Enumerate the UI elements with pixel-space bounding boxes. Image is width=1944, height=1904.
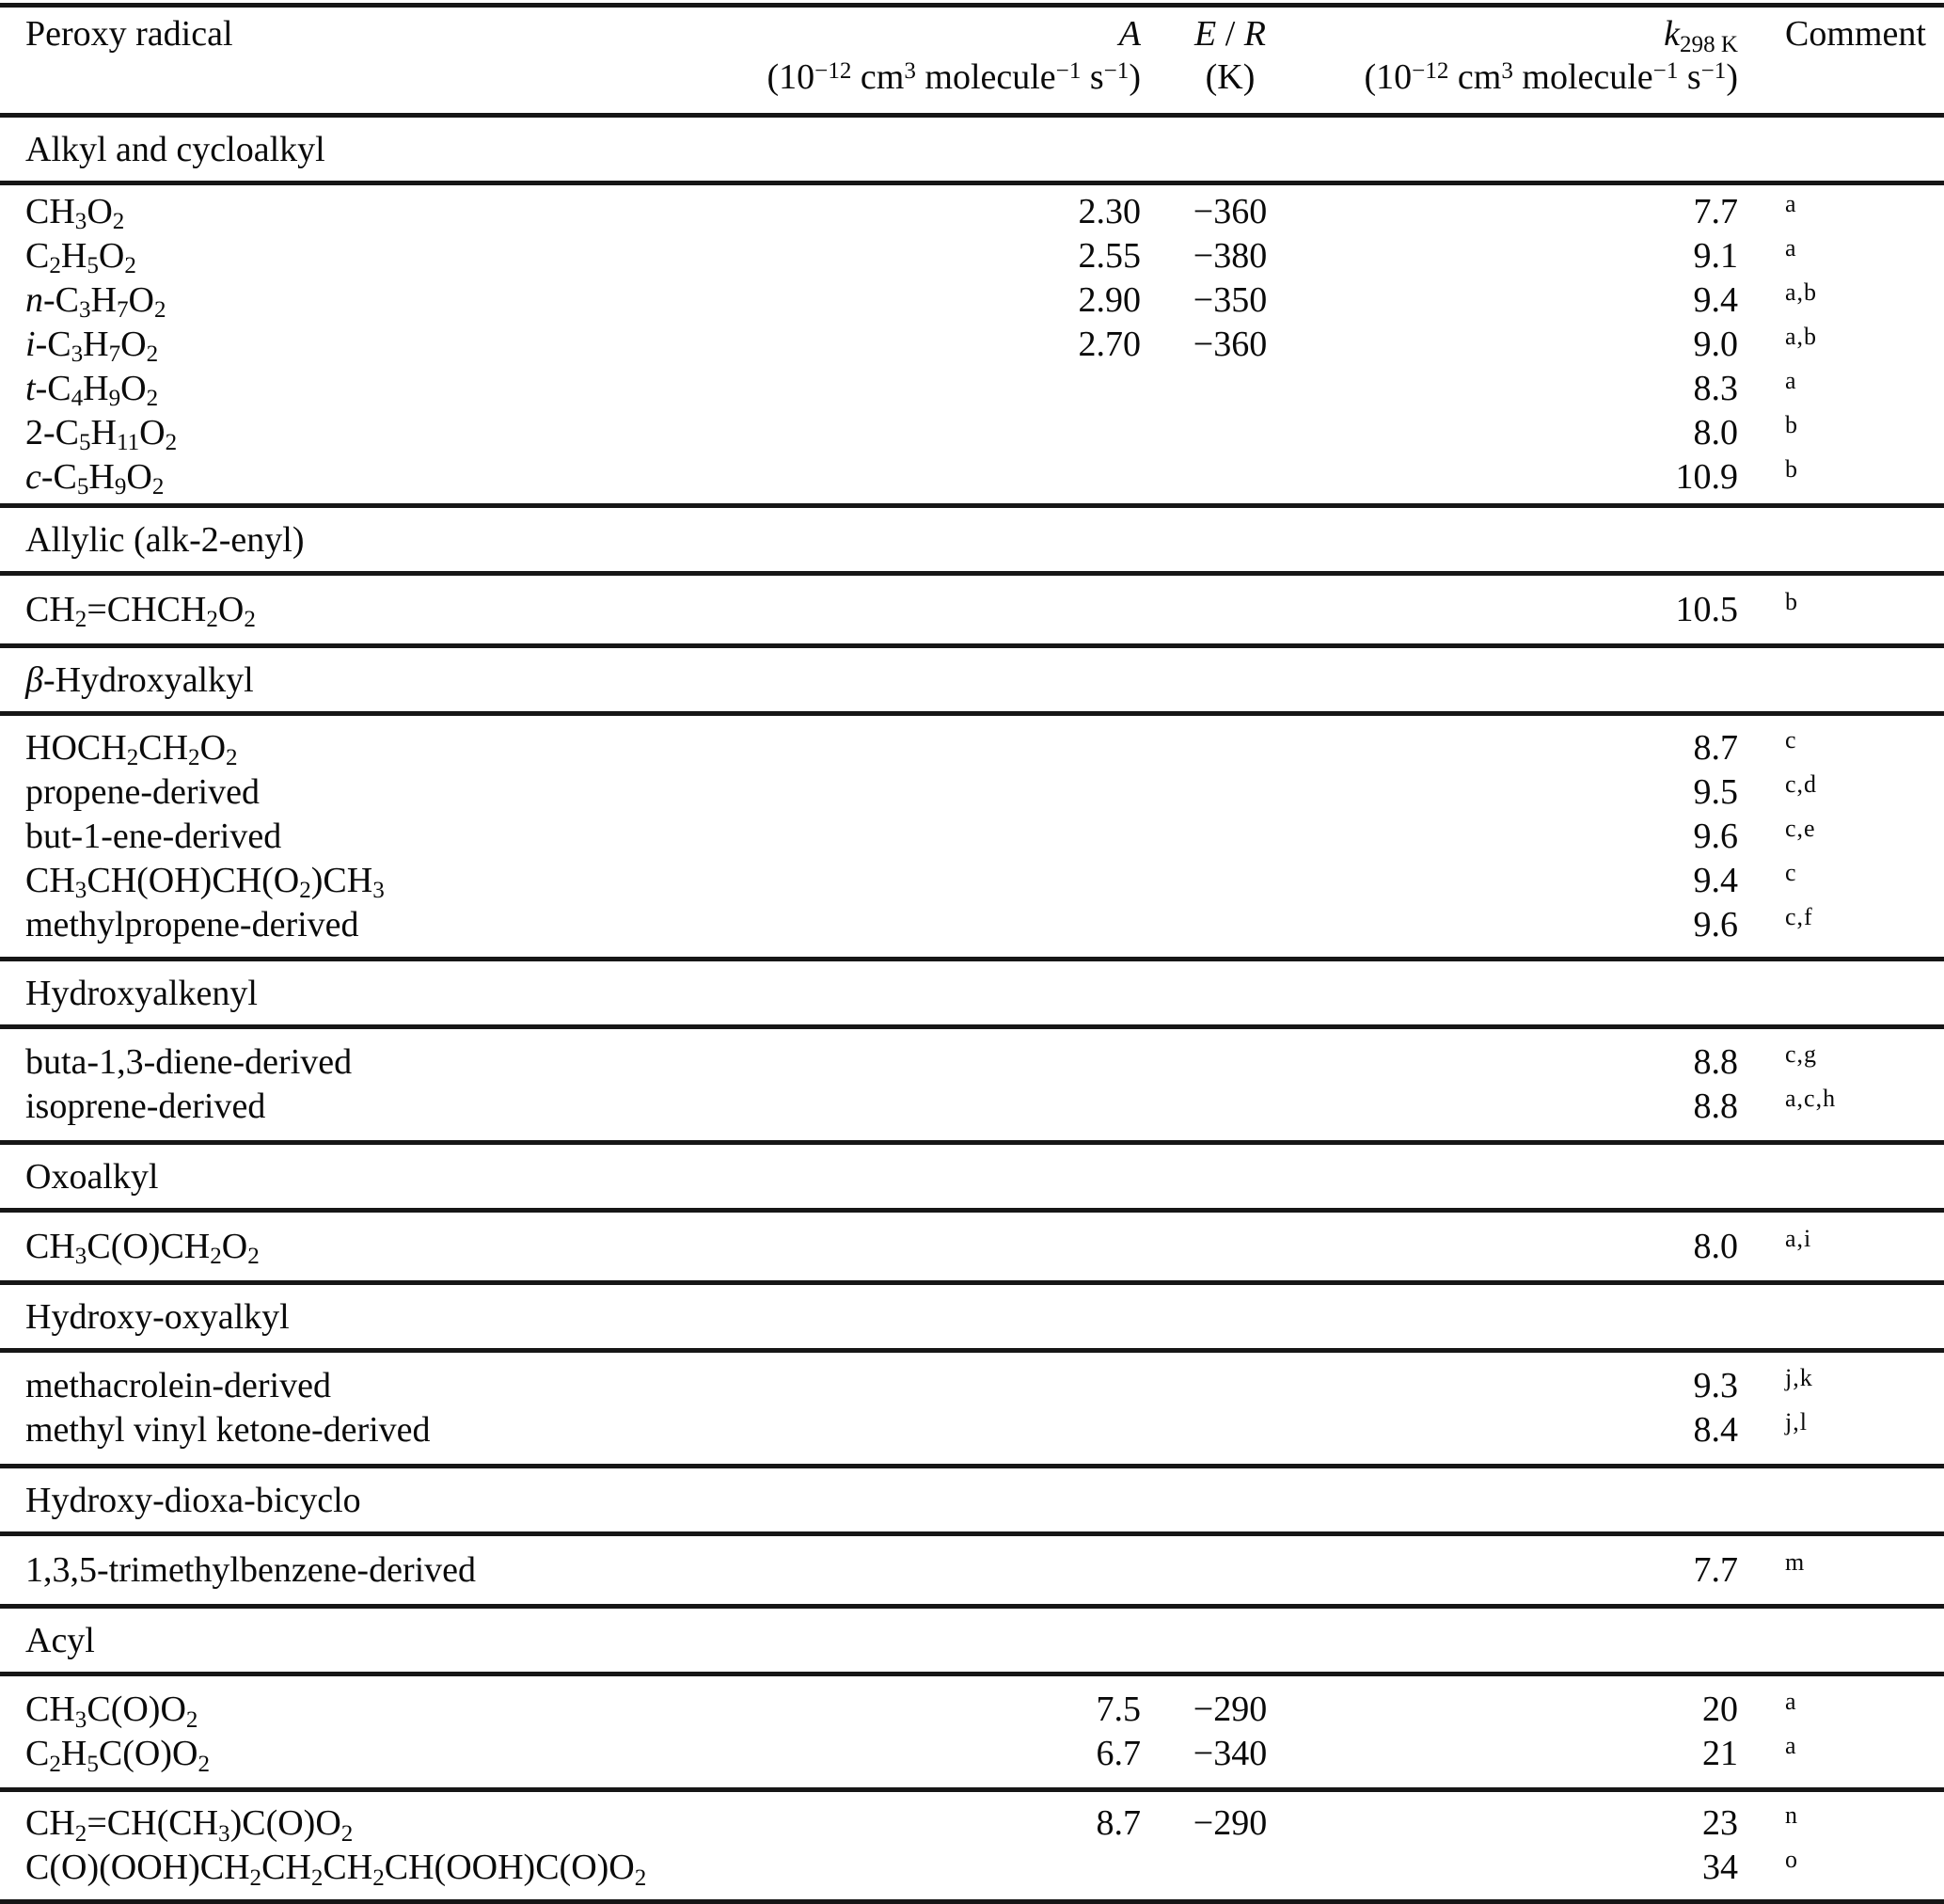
peroxy-radical-cell: methacrolein-derived [25,1366,331,1405]
row-group [0,1792,1944,1899]
A-value-cell: 2.30 [1078,191,1141,231]
table-row [0,588,1944,632]
A-value-cell: 6.7 [1096,1734,1141,1773]
E-over-R-value-cell [1141,411,1320,458]
k298-value-cell: 10.9 [1675,456,1738,497]
A-value-cell [884,859,1141,906]
section-header: Acyl [25,1620,95,1660]
comment-cell [1738,903,1944,950]
k298-value-cell: 9.4 [1693,860,1738,900]
E-over-R-value-cell [1141,1408,1320,1455]
comment-note: c,d [1785,770,1818,798]
E-over-R-value-cell [1141,903,1320,950]
comment-cell [1738,278,1944,325]
table-row [0,903,1944,947]
E-over-R-value-cell [1141,726,1320,773]
peroxy-radical-cell: $HOCH_2CH_2O_2$ [25,727,238,771]
row-group [0,1213,1944,1280]
peroxy-radical-cell: isoprene-derived [25,1087,266,1126]
E-over-R-value-cell: −290 [1193,1803,1268,1843]
table-row [0,1040,1944,1085]
col-header-k298-units: ($10^{-12}$ $cm^3$ molecule$^{-1}$ $s^{-1}$) [1364,57,1738,97]
comment-cell [1738,1364,1944,1411]
comment-note: c,e [1785,814,1816,842]
comment-cell [1738,859,1944,906]
table-row [0,726,1944,770]
k298-value-cell: 9.6 [1693,816,1738,856]
comment-cell [1738,588,1944,635]
table-row [0,323,1944,367]
section-header: Hydroxy-oxyalkyl [25,1296,290,1337]
comment-note: a [1785,233,1797,262]
comment-cell [1738,726,1944,773]
E-over-R-value-cell [1141,1548,1320,1595]
peroxy-radical-cell: $CH_3C(O)CH_2O_2$ [25,1226,260,1270]
comment-note: a [1785,366,1797,394]
table-row [0,1688,1944,1732]
rule [0,1899,1944,1904]
E-over-R-value-cell [1141,1364,1320,1411]
k298-value-cell: 9.3 [1693,1366,1738,1405]
A-value-cell: 2.70 [1078,324,1141,364]
comment-note: a,b [1785,278,1818,306]
peroxy-radical-cell: $CH_2=CH(CH_3)C(O)O_2$ [25,1803,354,1847]
table-body [0,118,1944,1904]
k298-value-cell: 7.7 [1693,1549,1738,1590]
E-over-R-value-cell [1141,455,1320,502]
col-header-k298: $k_{298 K}$ [1664,14,1738,57]
k298-value-cell: 8.8 [1693,1042,1738,1082]
A-value-cell [884,367,1141,414]
comment-cell [1738,1040,1944,1087]
table-row [0,859,1944,903]
A-value-cell [884,1548,1141,1595]
col-header-A-units: ($10^{-12}$ $cm^3$ molecule$^{-1}$ $s^{-1}$) [767,57,1141,97]
peroxy-radical-cell: $CH_3CH(OH)CH(O_2)CH_3$ [25,860,385,904]
comment-note: n [1785,1801,1798,1829]
row-group [0,1536,1944,1604]
E-over-R-value-cell [1141,859,1320,906]
peroxy-radical-cell: $2-C_5H_{11}O_2$ [25,412,178,456]
table-header [0,8,1944,113]
comment-cell [1738,1801,1944,1848]
comment-note: b [1785,587,1798,615]
comment-note: a,c,h [1785,1085,1837,1112]
table-row [0,1408,1944,1452]
E-over-R-value-cell [1141,770,1320,817]
k298-value-cell: 8.4 [1693,1410,1738,1450]
comment-cell [1738,770,1944,817]
comment-note: b [1785,454,1798,483]
A-value-cell [884,411,1141,458]
peroxy-radical-cell: $CH_2=CHCH_2O_2$ [25,589,256,633]
k298-value-cell: 8.7 [1693,727,1738,768]
row-group [0,576,1944,643]
comment-cell [1738,234,1944,281]
k298-value-cell: 9.0 [1693,324,1738,364]
section-header: Hydroxy-dioxa-bicyclo [25,1480,361,1520]
col-header-peroxy-radical: Peroxy radical [25,14,233,54]
peroxy-radical-cell: buta-1,3-diene-derived [25,1042,353,1082]
E-over-R-value-cell [1141,1085,1320,1132]
comment-note: a [1785,1688,1797,1715]
peroxy-radical-cell: $C_2H_5O_2$ [25,235,136,279]
comment-note: j,k [1785,1364,1813,1391]
k298-value-cell: 34 [1702,1848,1738,1887]
comment-note: j,l [1785,1408,1808,1436]
k298-value-cell: 9.5 [1693,771,1738,812]
peroxy-radical-cell: $CH_3C(O)O_2$ [25,1690,198,1733]
E-over-R-value-cell [1141,588,1320,635]
row-group [0,1353,1944,1464]
section-header: Oxoalkyl [25,1156,159,1197]
comment-note: c [1785,858,1797,886]
table-row [0,1364,1944,1408]
E-over-R-value-cell: −380 [1193,235,1268,276]
peroxy-radical-cell: $t-C_4H_9O_2$ [25,368,159,412]
peroxy-radical-cell: propene-derived [25,771,260,812]
A-value-cell: 8.7 [1096,1803,1141,1843]
A-value-cell [884,1846,1141,1893]
section-header: β -Hydroxyalkyl [25,659,254,700]
E-over-R-value-cell [1141,815,1320,862]
comment-cell [1738,190,1944,237]
E-over-R-value-cell [1141,1040,1320,1087]
E-over-R-value-cell: −350 [1193,279,1268,320]
table-row [0,234,1944,278]
A-value-cell: 2.90 [1078,279,1141,320]
k298-value-cell: 8.3 [1693,368,1738,408]
A-value-cell [884,770,1141,817]
table-row [0,1225,1944,1269]
comment-cell [1738,455,1944,502]
comment-note: c,f [1785,902,1813,930]
k298-value-cell: 9.6 [1693,904,1738,944]
comment-cell [1738,1085,1944,1132]
k298-value-cell: 9.1 [1693,235,1738,276]
E-over-R-value-cell: −340 [1193,1734,1268,1773]
E-over-R-value-cell: −360 [1193,324,1268,364]
comment-cell [1738,1732,1944,1779]
comment-note: c,g [1785,1040,1818,1068]
A-value-cell [884,455,1141,502]
E-over-R-value-cell [1141,1225,1320,1272]
peroxy-radical-cell: $n-C_3H_7O_2$ [25,279,166,324]
A-value-cell [884,903,1141,950]
E-over-R-value-cell: −290 [1193,1690,1268,1729]
table-row [0,455,1944,500]
peroxy-radical-cell: methylpropene-derived [25,904,359,944]
k298-value-cell: 8.0 [1693,1226,1738,1266]
k298-value-cell: 9.4 [1693,279,1738,320]
A-value-cell [884,1085,1141,1132]
section-header: Hydroxyalkenyl [25,973,258,1013]
col-header-E-over-R: E / R [1194,14,1266,54]
table-row [0,278,1944,323]
k298-value-cell: 7.7 [1693,191,1738,231]
table-row [0,770,1944,815]
row-group [0,1676,1944,1787]
comment-note: a,b [1785,322,1818,350]
comment-note: o [1785,1846,1798,1873]
comment-cell [1738,1408,1944,1455]
k298-value-cell: 23 [1702,1803,1738,1843]
A-value-cell [884,1364,1141,1411]
comment-cell [1738,1688,1944,1735]
peroxy-radical-cell: $C(O)(OOH)CH_2CH_2CH_2CH(OOH)C(O)O_2$ [25,1848,647,1891]
row-group [0,1029,1944,1140]
section-header: Allylic (alk-2-enyl) [25,519,305,560]
comment-note: c [1785,725,1797,754]
comment-note: a [1785,1732,1797,1759]
A-value-cell: 7.5 [1096,1690,1141,1729]
table-row [0,1846,1944,1890]
comment-cell [1738,1225,1944,1272]
table-row [0,411,1944,455]
A-value-cell [884,1225,1141,1272]
peroxy-radical-cell: $CH_3O_2$ [25,191,125,235]
peroxy-radical-cell: $C_2H_5C(O)O_2$ [25,1734,210,1777]
table-row [0,1085,1944,1129]
A-value-cell [884,588,1141,635]
A-value-cell [884,1040,1141,1087]
peroxy-radical-cell: $i-C_3H_7O_2$ [25,324,159,368]
A-value-cell: 2.55 [1078,235,1141,276]
table-row [0,367,1944,411]
peroxy-radical-cell: methyl vinyl ketone-derived [25,1410,431,1450]
comment-cell [1738,323,1944,370]
k298-value-cell: 8.8 [1693,1087,1738,1126]
peroxy-radical-cell: $c-C_5H_9O_2$ [25,456,165,500]
col-header-comment: Comment [1785,14,1926,54]
comment-note: a,i [1785,1224,1812,1252]
comment-cell [1738,1846,1944,1893]
peroxy-radical-cell: but-1-ene-derived [25,816,282,856]
comment-note: b [1785,410,1798,438]
table-row [0,815,1944,859]
E-over-R-value-cell [1141,367,1320,414]
k298-value-cell: 20 [1702,1690,1738,1729]
comment-cell [1738,411,1944,458]
A-value-cell [884,815,1141,862]
peroxy-radical-cell: 1,3,5-trimethylbenzene-derived [25,1549,477,1590]
col-header-A: A [1118,14,1141,54]
table-row [0,1801,1944,1846]
comment-cell [1738,367,1944,414]
section-header: Alkyl and cycloalkyl [25,129,325,169]
comment-cell [1738,1548,1944,1595]
col-header-E-over-R-units: (K) [1205,57,1256,97]
table-row [0,190,1944,234]
E-over-R-value-cell: −360 [1193,191,1268,231]
A-value-cell [884,1408,1141,1455]
row-group [0,716,1944,957]
k298-value-cell: 8.0 [1693,412,1738,452]
comment-note: a [1785,189,1797,217]
k298-value-cell: 21 [1702,1734,1738,1773]
comment-cell [1738,815,1944,862]
comment-note: m [1785,1547,1806,1576]
k298-value-cell: 10.5 [1675,589,1738,629]
E-over-R-value-cell [1141,1846,1320,1893]
row-group [0,185,1944,503]
table-row [0,1548,1944,1593]
table-row [0,1732,1944,1776]
A-value-cell [884,726,1141,773]
